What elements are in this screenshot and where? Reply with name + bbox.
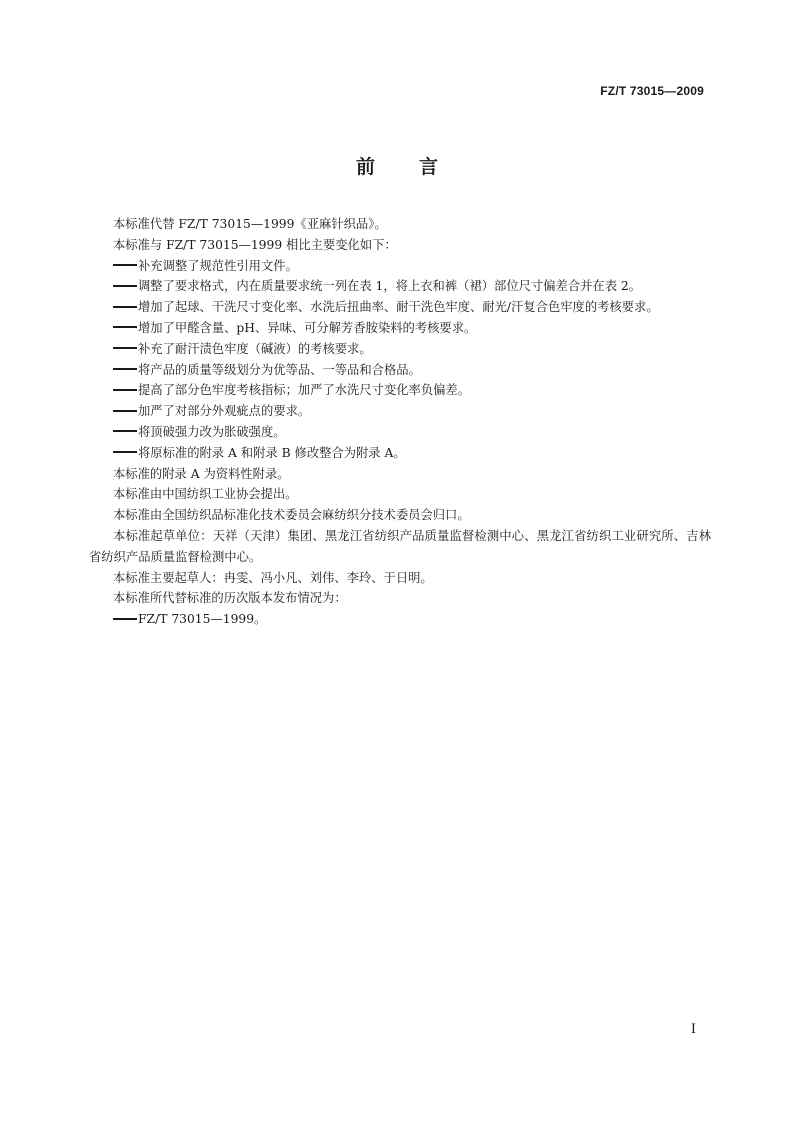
foreword-body	[89, 214, 711, 630]
change-item: 将产品的质量等级划分为优等品、一等品和合格品。	[89, 360, 711, 381]
change-item: 将原标准的附录 A 和附录 B 修改整合为附录 A。	[89, 443, 711, 464]
dash-mark	[113, 389, 137, 391]
paragraph-changes-intro: 本标准与 FZ/T 73015—1999 相比主要变化如下：	[113, 237, 397, 252]
change-item: 补充了耐汗渍色牢度（碱液）的考核要求。	[89, 339, 711, 360]
dash-mark	[113, 285, 137, 287]
change-item: 提高了部分色牢度考核指标；加严了水洗尺寸变化率负偏差。	[89, 380, 711, 401]
dash-mark	[113, 618, 137, 620]
standard-code: FZ/T 73015—2009	[600, 84, 704, 98]
paragraph-appendix: 本标准的附录 A 为资料性附录。	[113, 466, 290, 481]
change-item: 增加了起球、干洗尺寸变化率、水洗后扭曲率、耐干洗色牢度、耐光/汗复合色牢度的考核要求。	[89, 297, 711, 318]
dash-mark	[113, 451, 137, 453]
history-item: FZ/T 73015—1999。	[89, 609, 711, 630]
change-item: 调整了要求格式，内在质量要求统一列在表 1，将上衣和裤（裙）部位尺寸偏差合并在表 2。	[89, 276, 711, 297]
dash-mark	[113, 264, 137, 266]
dash-mark	[113, 368, 137, 370]
change-item: 将顶破强力改为胀破强度。	[89, 422, 711, 443]
paragraph-replaces: 本标准代替 FZ/T 73015—1999《亚麻针织品》。	[113, 217, 387, 231]
dash-mark	[113, 306, 137, 308]
change-item: 加严了对部分外观疵点的要求。	[89, 401, 711, 422]
change-item: 增加了甲醛含量、pH、异味、可分解芳香胺染料的考核要求。	[89, 318, 711, 339]
dash-mark	[113, 430, 137, 432]
paragraph-drafters: 本标准主要起草人：冉雯、冯小凡、刘伟、李玲、于日明。	[113, 570, 433, 585]
page-title: 前言	[355, 156, 482, 178]
paragraph-history-intro: 本标准所代替标准的历次版本发布情况为：	[113, 591, 347, 606]
paragraph-proposed-by: 本标准由中国纺织工业协会提出。	[113, 487, 298, 502]
page-number: I	[690, 1022, 696, 1037]
paragraph-drafting-units: 本标准起草单位：天祥（天津）集团、黑龙江省纺织产品质量监督检测中心、黑龙江省纺织工业研究所、吉林省纺织产品质量监督检测中心。	[89, 528, 711, 564]
paragraph-centralized-by: 本标准由全国纺织品标准化技术委员会麻纺织分技术委员会归口。	[113, 508, 470, 523]
dash-mark	[113, 347, 137, 349]
dash-mark	[113, 410, 137, 412]
change-item: 补充调整了规范性引用文件。	[89, 256, 711, 277]
dash-mark	[113, 326, 137, 328]
